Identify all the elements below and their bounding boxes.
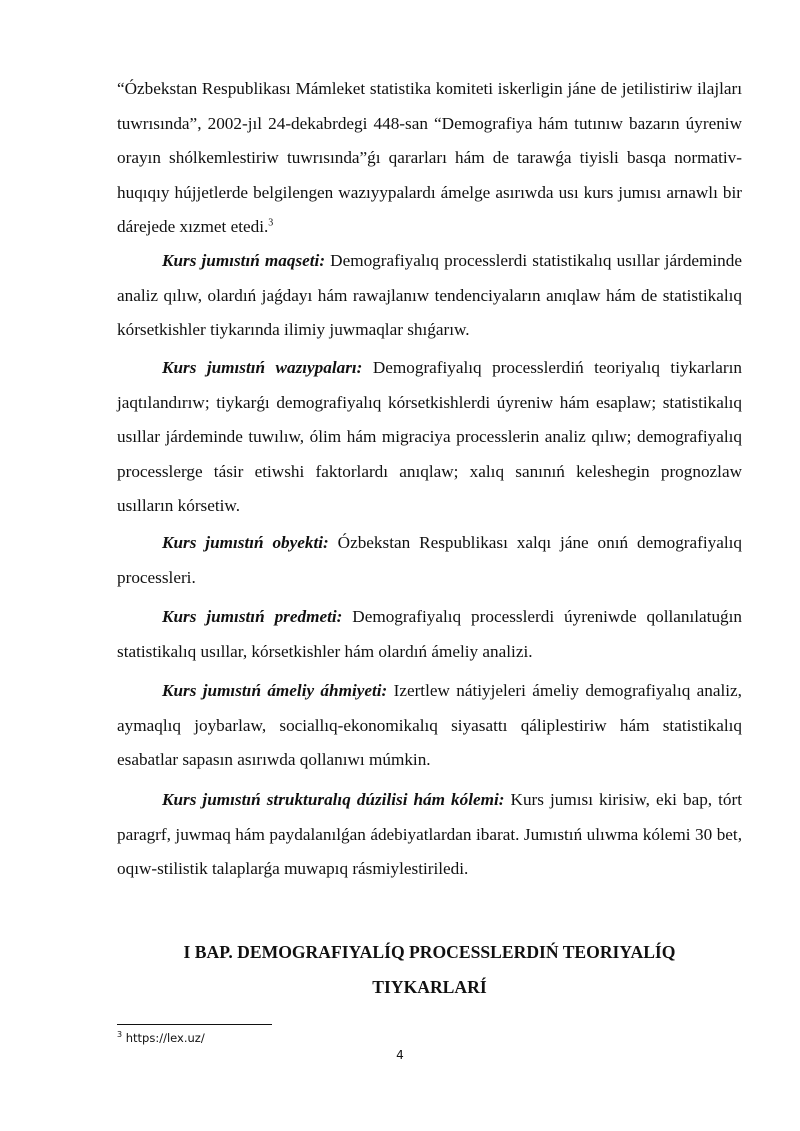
section-lead: Kurs jumıstıń maqseti: xyxy=(162,251,326,270)
footnote-reference: 3 xyxy=(268,217,274,229)
section-text: Kurs jumısı kirisiw, eki bap, tórt paragrf, juwmaq hám paydalanılǵan ádebiyatlardan ibarat. Jumıstıń ulıwma kólemi 30 bet, oqıw-stilistik talaplarǵa muwapıq rásmiylestiriledi. xyxy=(117,790,742,878)
section-lead: Kurs jumıstıń predmeti: xyxy=(162,607,343,626)
footnote-separator xyxy=(117,1024,272,1025)
section-lead: Kurs jumıstıń strukturalıq dúzilisi hám kólemi: xyxy=(162,790,505,809)
footnote-link[interactable]: https://lex.uz/ xyxy=(122,1031,205,1045)
section-strukturalıq-duzilisi xyxy=(117,783,742,887)
chapter-heading-line-2: TIYKARLARÍ xyxy=(372,977,487,997)
page-number: 4 xyxy=(396,1048,404,1062)
section-lead: Kurs jumıstıń wazıypaları: xyxy=(162,358,363,377)
section-predmeti xyxy=(117,600,742,669)
section-text: Ózbekstan Respublikası xalqı jáne onıń demografiyalıq processleri. xyxy=(117,533,743,587)
section-obyekti xyxy=(117,526,742,595)
section-text: Demografiyalıq processlerdi úyreniwde qollanılatuǵın statistikalıq usıllar, kórsetkishler hám olardıń ámeliy analizi. xyxy=(117,607,742,661)
section-text: Izertlew nátiyjeleri ámeliy demografiyalıq analiz, aymaqlıq joybarlaw, sociallıq-ekonomikalıq siyasattı qáliplestiriw hám statistikalıq esabatlar sapasın asırıwda qollanıwı múmkin. xyxy=(117,681,742,769)
chapter-heading xyxy=(117,935,742,1005)
footnote xyxy=(117,1031,205,1045)
chapter-heading-line-1: I BAP. DEMOGRAFIYALÍQ PROCESSLERDIŃ TEORIYALÍQ xyxy=(183,942,676,962)
section-lead: Kurs jumıstıń ámeliy áhmiyeti: xyxy=(162,681,388,700)
section-text: Demografiyalıq processlerdi statistikalıq usıllar járdeminde analiz qılıw, olardıń jaǵdayı hám rawajlanıw tendenciyaların anıqlaw hám de statistikalıq kórsetkishler tiykarında ilimiy juwmaqlar shıǵarıw. xyxy=(117,251,742,339)
section-lead: Kurs jumıstıń obyekti: xyxy=(162,533,329,552)
intro-paragraph xyxy=(117,72,742,245)
section-ameliy-ahmiyeti xyxy=(117,674,742,778)
section-maqseti xyxy=(117,244,742,348)
section-text: Demografiyalıq processlerdiń teoriyalıq tiykarların jaqtılandırıw; tiykarǵı demografiyalıq kórsetkishlerdi úyreniw hám esaplaw; statistikalıq usıllar járdeminde tuwılıw, ólim hám migraciya processlerin analiz qılıw; demografiyalıq processlerge tásir etiwshi faktorlardı anıqlaw; xalıq sanınıń keleshegin prognozlaw usılların kórsetiw. xyxy=(117,358,742,515)
intro-text: “Ózbekstan Respublikası Mámleket statistika komiteti iskerligin jáne de jetilistiriw ilajları tuwrısında”, 2002-jıl 24-dekabrdegi 448-san “Demografiya hám tutınıw bazarın úyreniw orayın shólkemlestiriw tuwrısında”ǵı qararları hám de tarawǵa tiyisli basqa normativ-huqıqıy hújjetlerde belgilengen wazıyypalardı ámelge asırıwda usı kurs jumısı arnawlı bir dárejede xızmet etedi. xyxy=(117,79,742,236)
section-wazıypaları xyxy=(117,351,742,524)
footnote-number: 3 xyxy=(117,1030,123,1040)
